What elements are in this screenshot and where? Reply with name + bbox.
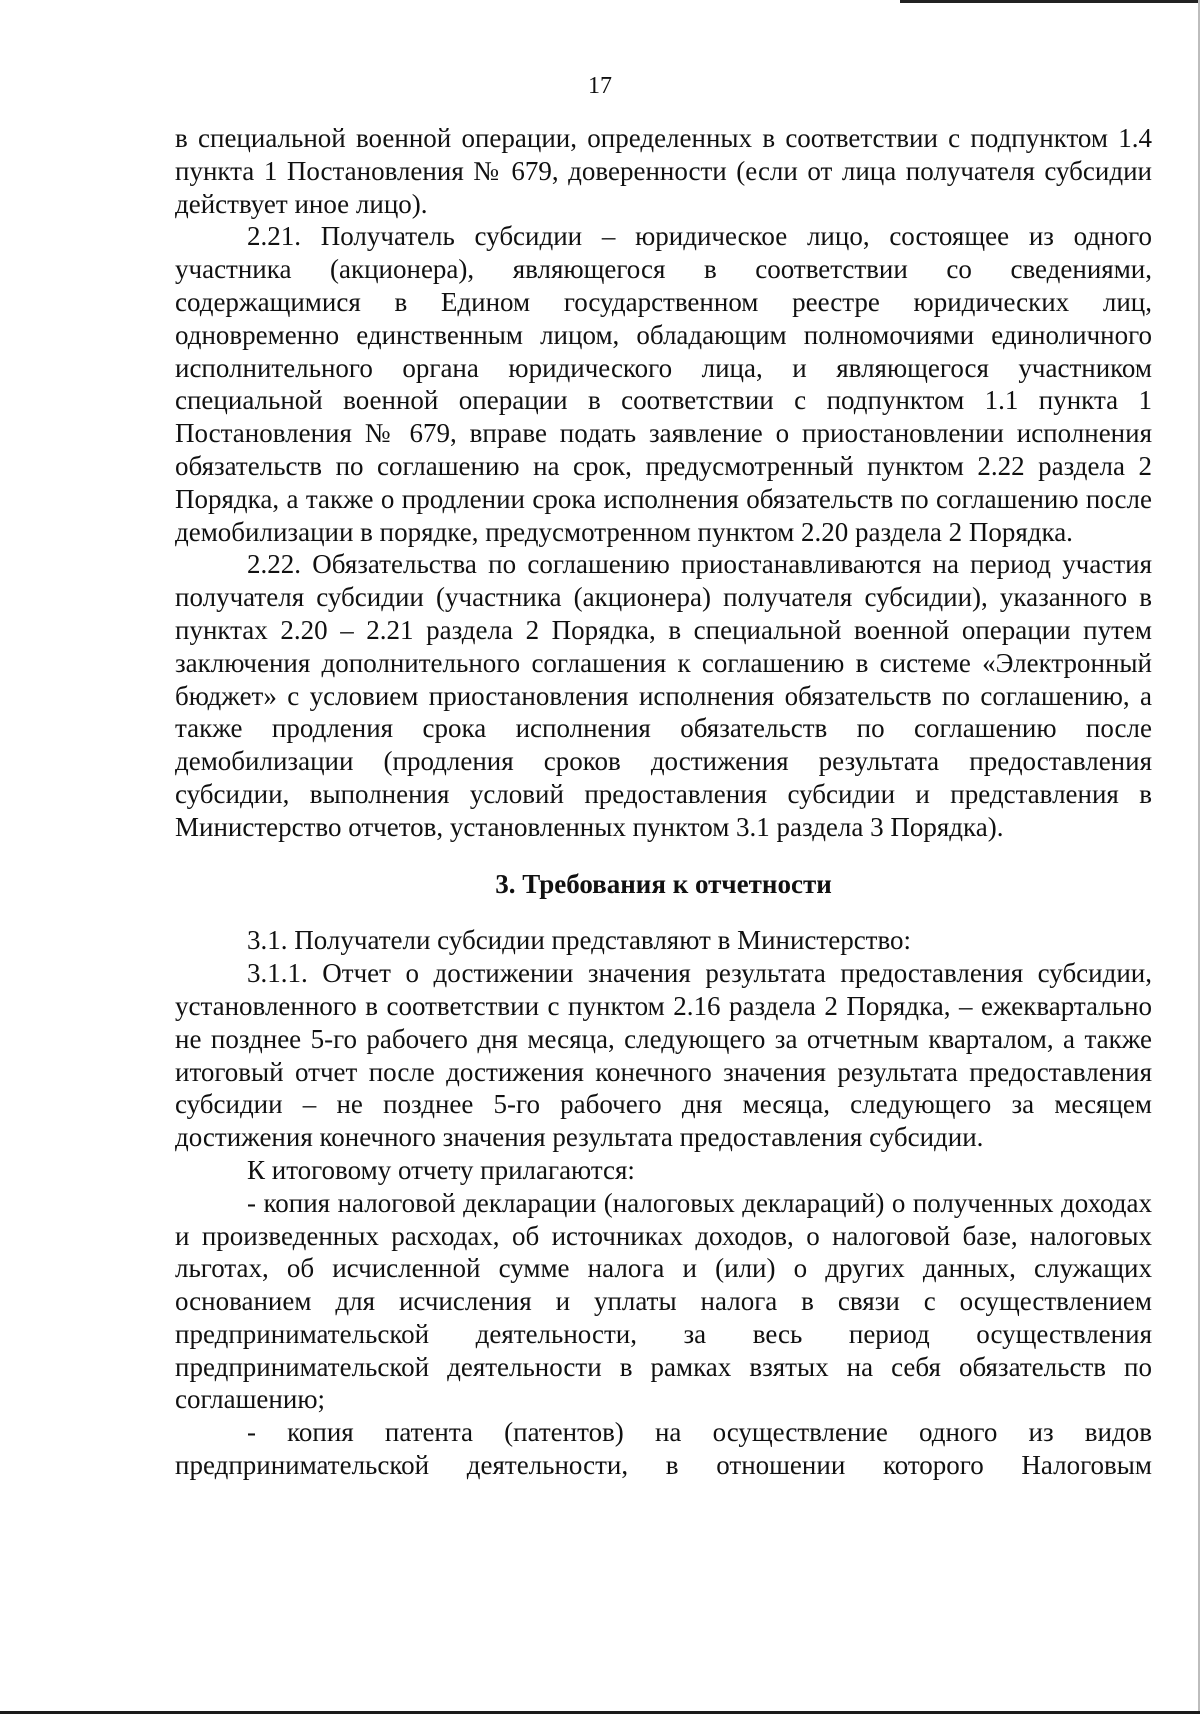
list-item-tax-declaration: - копия налоговой декларации (налоговых деклараций) о полученных доходах и произведенных расходах, об источниках доходов, о налоговой базе, налоговых льготах, об исчисленной сумме налога и (или) о других данных, служащих основанием для исчисления и уплаты налога в связи с осуществлением предпринимательской деятельности, за весь период осуществления предпринимательской деятельности в рамках взятых на себя обязательств по соглашению;	[175, 1187, 1152, 1415]
section-heading: 3. Требования к отчетности	[495, 868, 832, 899]
paragraph-2-22: 2.22. Обязательства по соглашению приостанавливаются на период участия получателя субсидии (участника (акционера) получателя субсидии), указанного в пунктах 2.20 – 2.21 раздела 2 Порядка, в специальной военной операции путем заключения дополнительного соглашения к соглашению в системе «Электронный бюджет» с условием приостановления исполнения обязательств по соглашению, а также продления срока исполнения обязательств по соглашению после демобилизации (продления сроков достижения результата предоставления субсидии, выполнения условий предоставления субсидии и представления в Министерство отчетов, установленных пунктом 3.1 раздела 3 Порядка).	[175, 549, 1152, 842]
scan-edge-top	[0, 0, 1200, 3]
paragraph-3-1-1: 3.1.1. Отчет о достижении значения результата предоставления субсидии, установленного в соответствии с пунктом 2.16 раздела 2 Порядка, – ежеквартально не позднее 5-го рабочего дня месяца, следующего за отчетным кварталом, а также итоговый отчет после достижения конечного значения результата предоставления субсидии – не позднее 5-го рабочего дня месяца, следующего за месяцем достижения конечного значения результата предоставления субсидии.	[175, 958, 1152, 1153]
paragraph-3-1: 3.1. Получатели субсидии представляют в Министерство:	[247, 925, 912, 956]
list-item-patent: - копия патента (патентов) на осуществление одного из видов предпринимательской деятельности, в отношении которого Налоговым	[175, 1417, 1152, 1481]
paragraph-2-21: 2.21. Получатель субсидии – юридическое лицо, состоящее из одного участника (акционера), являющегося в соответствии со сведениями, содержащимися в Едином государственном реестре юридических лиц, одновременно единственным лицом, обладающим полномочиями единоличного исполнительного органа юридического лица, и являющегося участником специальной военной операции в соответствии с подпунктом 1.1 пункта 1 Постановления № 679, вправе подать заявление о приостановлении исполнения обязательств по соглашению на срок, предусмотренный пунктом 2.22 раздела 2 Порядка, а также о продлении срока исполнения обязательств по соглашению после демобилизации в порядке, предусмотренном пунктом 2.20 раздела 2 Порядка.	[175, 221, 1152, 547]
document-body	[175, 122, 1152, 1482]
page-number: 17	[588, 73, 612, 99]
paragraph-attachments-intro: К итоговому отчету прилагаются:	[247, 1154, 635, 1185]
paragraph-continuation: в специальной военной операции, определенных в соответствии с подпунктом 1.4 пункта 1 Постановления № 679, доверенности (если от лица получателя субсидии действует иное лицо).	[175, 123, 1152, 219]
